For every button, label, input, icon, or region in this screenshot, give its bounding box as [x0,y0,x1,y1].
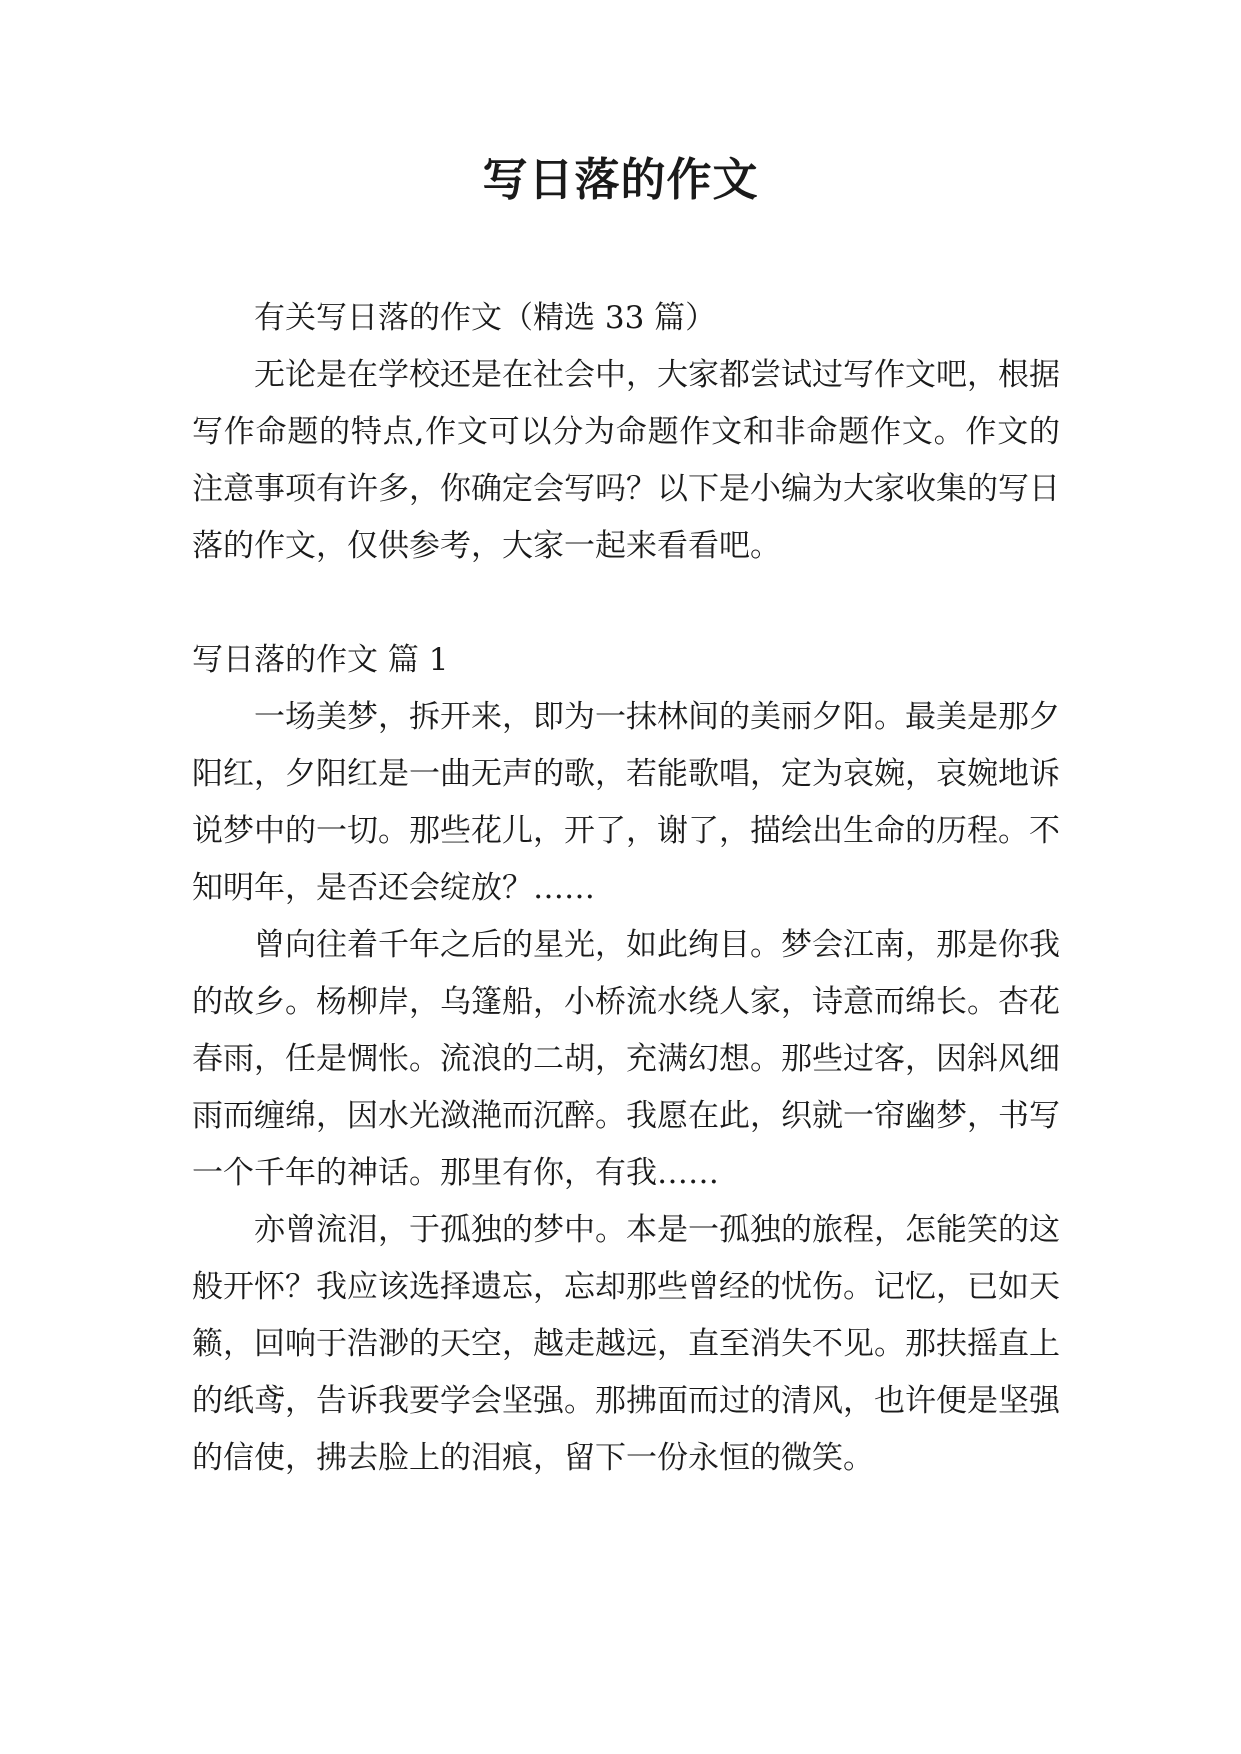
intro-paragraph: 无论是在学校还是在社会中，大家都尝试过写作文吧，根据写作命题的特点,作文可以分为命题作文和非命题作文。作文的注意事项有许多，你确定会写吗？以下是小编为大家收集的写日落的作文，仅供参考，大家一起来看看吧。 [192,357,1060,564]
essay-paragraph: 亦曾流泪，于孤独的梦中。本是一孤独的旅程，怎能笑的这般开怀？我应该选择遗忘，忘却那些曾经的忧伤。记忆，已如天籁，回响于浩渺的天空，越走越远，直至消失不见。那扶摇直上的纸鸢，告诉我要学会坚强。那拂面而过的清风，也许便是坚强的信使，拂去脸上的泪痕，留下一份永恒的微笑。 [192,1212,1060,1476]
document-body [192,290,1060,1487]
section-heading: 写日落的作文 篇 1 [192,642,449,678]
document-subtitle: 有关写日落的作文（精选 33 篇） [254,300,717,336]
document-title: 写日落的作文 [482,153,759,206]
essay-paragraph: 曾向往着千年之后的星光，如此绚目。梦会江南，那是你我的故乡。杨柳岸，乌篷船，小桥流水绕人家，诗意而绵长。杏花春雨，任是惆怅。流浪的二胡，充满幻想。那些过客，因斜风细雨而缠绵，因水光潋滟而沉醉。我愿在此，织就一帘幽梦，书写一个千年的神话。那里有你，有我…… [192,927,1060,1191]
paragraph-spacer [192,575,1060,632]
essay-paragraph: 一场美梦，拆开来，即为一抹林间的美丽夕阳。最美是那夕阳红，夕阳红是一曲无声的歌，若能歌唱，定为哀婉，哀婉地诉说梦中的一切。那些花儿，开了，谢了，描绘出生命的历程。不知明年，是否还会绽放？…… [192,699,1060,906]
